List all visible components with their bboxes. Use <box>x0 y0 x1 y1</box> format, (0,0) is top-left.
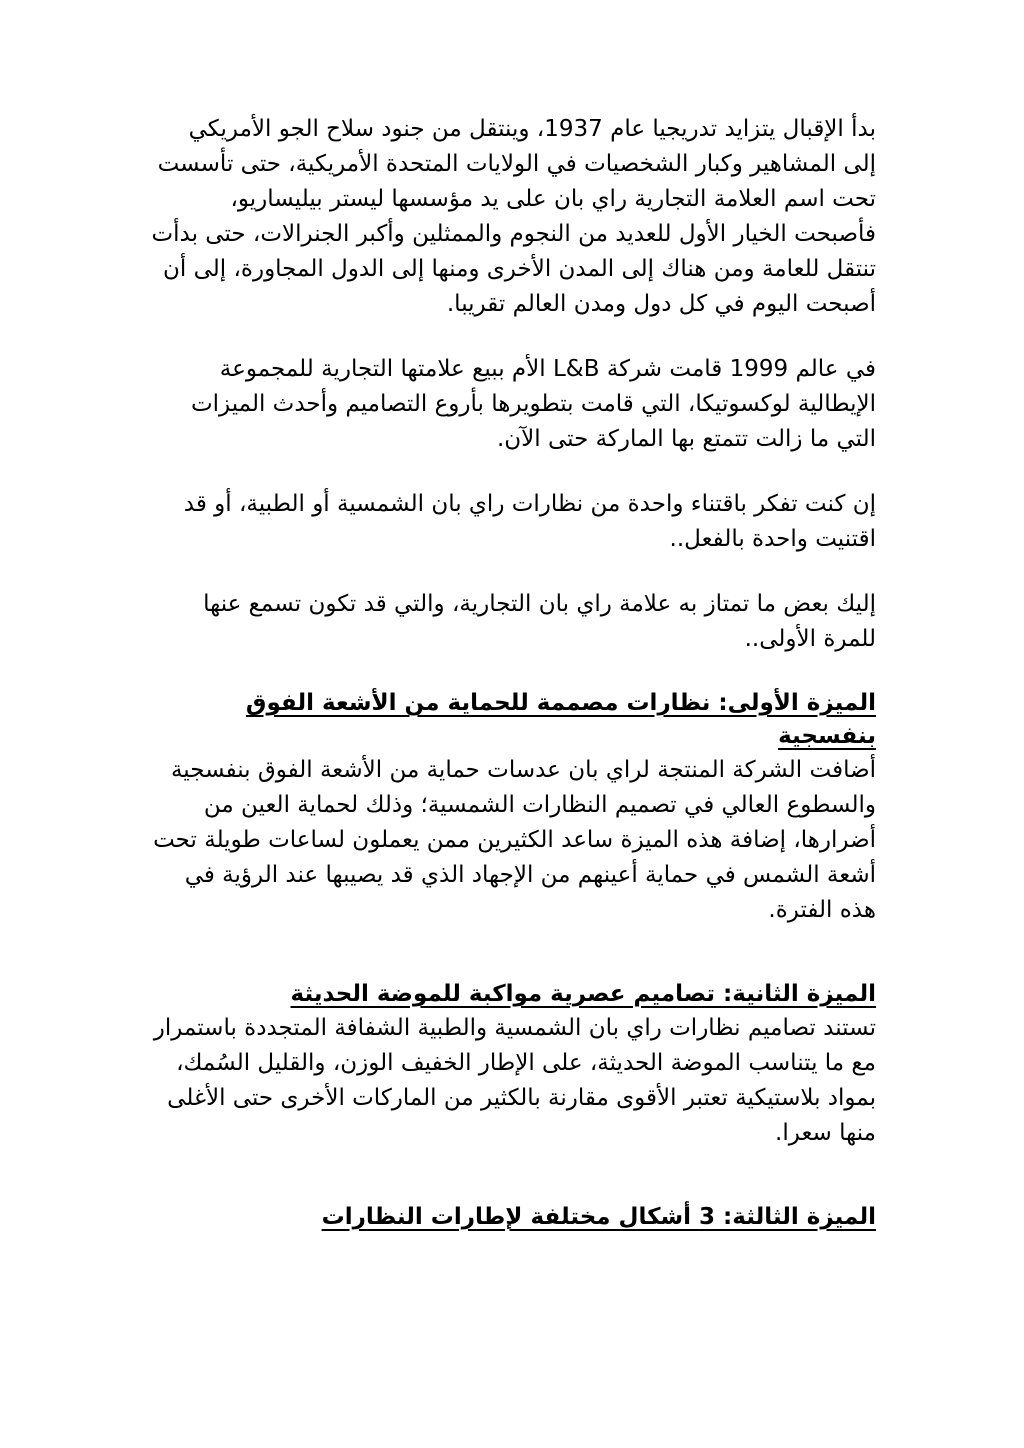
paragraph-consider: إن كنت تفكر باقتناء واحدة من نظارات راي بان الشمسية أو الطبية، أو قد اقتنيت واحدة بالفعل.. <box>183 491 876 552</box>
feature-heading-1: الميزة الأولى: نظارات مصممة للحماية من الأشعة الفوق بنفسجية <box>245 690 876 749</box>
feature-heading-3: الميزة الثالثة: 3 أشكال مختلفة لإطارات النظارات <box>321 1204 876 1230</box>
acquisition-paragraph-block <box>150 352 876 457</box>
feature-section-3 <box>150 1201 876 1234</box>
feature-body-1: أضافت الشركة المنتجة لراي بان عدسات حماية من الأشعة الفوق بنفسجية والسطوع العالي في تصميم النظارات الشمسية؛ وذلك لحماية العين من أضرارها، إضافة هذه الميزة ساعد الكثيرين ممن يعملون لساعات طويلة تحت أشعة الشمس في حماية أعينهم من الإجهاد الذي قد يصيبها عند الرؤية في هذه الفترة. <box>153 757 876 923</box>
features-intro-block <box>150 587 876 657</box>
feature-section-1 <box>150 687 876 928</box>
intro-paragraph-block <box>150 112 876 322</box>
document-page <box>150 112 876 1264</box>
paragraph-history: بدأ الإقبال يتزايد تدريجيا عام 1937، وينتقل من جنود سلاح الجو الأمريكي إلى المشاهير وكبار الشخصيات في الولايات المتحدة الأمريكية، حتى تأسست تحت اسم العلامة التجارية راي بان على يد مؤسسها ليستر بيليساريو، فأصبحت الخيار الأول للعديد من النجوم والممثلين وأكبر الجنرالات، حتى بدأت تنتقل للعامة ومن هناك إلى المدن الأخرى ومنها إلى الدول المجاورة، إلى أن أصبحت اليوم في كل دول ومدن العالم تقريبا. <box>151 116 876 317</box>
feature-body-2: تستند تصاميم نظارات راي بان الشمسية والطبية الشفافة المتجددة باستمرار مع ما يتناسب الموضة الحديثة، على الإطار الخفيف الوزن، والقليل السُمك، بمواد بلاستيكية تعتبر الأقوى مقارنة بالكثير من الماركات الأخرى حتى الأغلى منها سعرا. <box>153 1015 876 1146</box>
paragraph-features-intro: إليك بعض ما تمتاز به علامة راي بان التجارية، والتي قد تكون تسمع عنها للمرة الأولى.. <box>203 591 876 652</box>
paragraph-acquisition: في عالم 1999 قامت شركة L&B الأم ببيع علامتها التجارية للمجموعة الإيطالية لوكسوتيكا، التي قامت بتطويرها بأروع التصاميم وأحدث الميزات التي ما زالت تتمتع بها الماركة حتى الآن. <box>190 356 876 452</box>
consider-paragraph-block <box>150 487 876 557</box>
feature-section-2 <box>150 978 876 1151</box>
feature-heading-2: الميزة الثانية: تصاميم عصرية مواكبة للموضة الحديثة <box>290 981 876 1007</box>
